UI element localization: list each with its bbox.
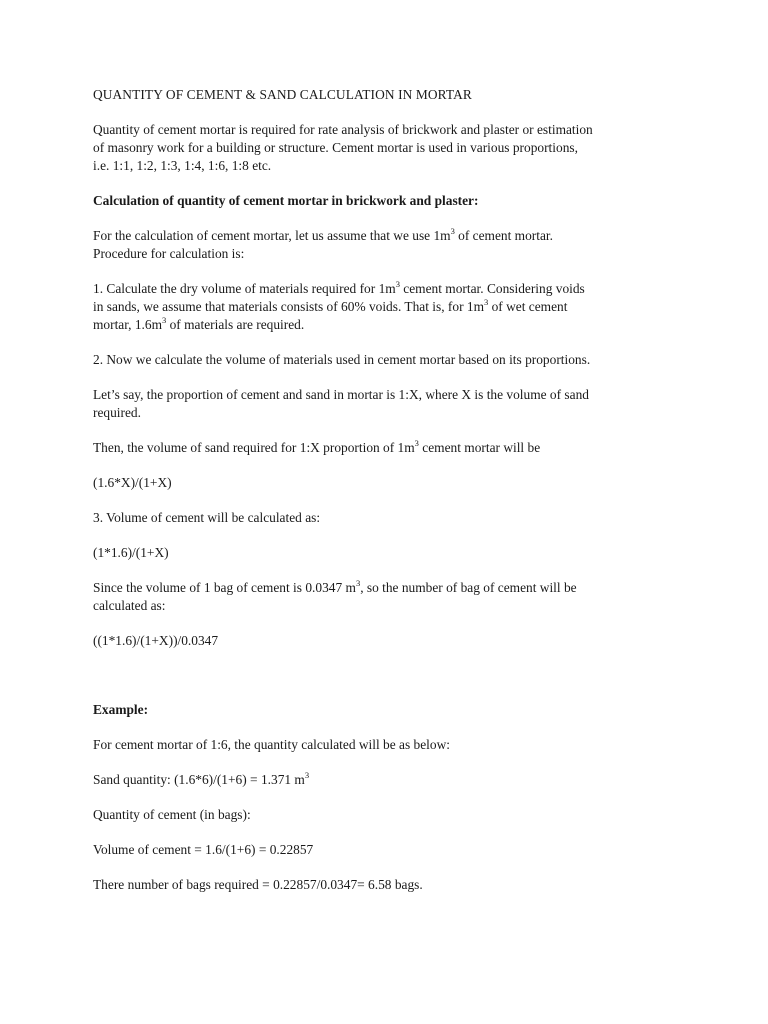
intro-line-2: of masonry work for a building or structure. Cement mortar is used in various proportions, [93, 140, 578, 155]
sand-volume-text-b: cement mortar will be [418, 440, 541, 455]
step-3-paragraph: 3. Volume of cement will be calculated as: [93, 510, 321, 525]
proportion-line-1: Let’s say, the proportion of cement and sand in mortar is 1:X, where X is the volume of sand [93, 387, 589, 402]
step-1-line-2a: in sands, we assume that materials consists of 60% voids. That is, for 1m [93, 299, 485, 314]
bags-required: There number of bags required = 0.22857/0.0347= 6.58 bags. [93, 877, 423, 892]
superscript: 3 [395, 278, 400, 289]
step-1-line-2b: of wet cement [488, 299, 568, 314]
superscript: 3 [414, 437, 419, 448]
document-body [93, 86, 683, 894]
formula-bags: ((1*1.6)/(1+X))/0.0347 [93, 633, 219, 648]
step-1-line-1a: 1. Calculate the dry volume of materials required for 1m [93, 281, 396, 296]
proportion-paragraph [93, 386, 683, 422]
bag-volume-line-2: calculated as: [93, 598, 166, 613]
superscript: 3 [304, 769, 310, 780]
superscript: 3 [450, 225, 455, 236]
proportion-line-2: required. [93, 405, 141, 420]
intro-paragraph [93, 121, 683, 175]
section-heading: Calculation of quantity of cement mortar in brickwork and plaster: [93, 193, 479, 208]
cement-volume: Volume of cement = 1.6/(1+6) = 0.22857 [93, 842, 314, 857]
assumption-paragraph [93, 227, 683, 263]
step-1-line-1b: cement mortar. Considering voids [399, 281, 585, 296]
superscript: 3 [484, 296, 489, 307]
sand-volume-text-a: Then, the volume of sand required for 1:X proportion of 1m [93, 440, 415, 455]
assumption-text-b: of cement mortar. [454, 228, 553, 243]
step-2-paragraph: 2. Now we calculate the volume of materials used in cement mortar based on its proportions. [93, 352, 591, 367]
formula-cement: (1*1.6)/(1+X) [93, 545, 169, 560]
sand-quantity-text: Sand quantity: (1.6*6)/(1+6) = 1.371 m [93, 772, 305, 787]
intro-line-1: Quantity of cement mortar is required for rate analysis of brickwork and plaster or estimation [93, 122, 593, 137]
document-title: QUANTITY OF CEMENT & SAND CALCULATION IN MORTAR [93, 87, 472, 102]
sand-quantity [93, 771, 683, 789]
example-heading: Example: [93, 702, 149, 717]
bag-volume-text-a: Since the volume of 1 bag of cement is 0.0347 m [93, 580, 356, 595]
superscript: 3 [162, 314, 167, 325]
step-1-paragraph [93, 280, 683, 334]
superscript: 3 [355, 577, 361, 588]
step-1-line-3a: mortar, 1.6m [93, 317, 163, 332]
bag-volume-text-b: , so the number of bag of cement will be [360, 580, 577, 595]
intro-line-3: i.e. 1:1, 1:2, 1:3, 1:4, 1:6, 1:8 etc. [93, 158, 272, 173]
sand-volume-paragraph [93, 439, 683, 457]
assumption-text-a: For the calculation of cement mortar, let us assume that we use 1m [93, 228, 451, 243]
procedure-line: Procedure for calculation is: [93, 246, 245, 261]
formula-sand: (1.6*X)/(1+X) [93, 475, 172, 490]
bag-volume-paragraph [93, 579, 683, 615]
step-1-line-3b: of materials are required. [166, 317, 305, 332]
cement-quantity-label: Quantity of cement (in bags): [93, 807, 251, 822]
example-intro: For cement mortar of 1:6, the quantity calculated will be as below: [93, 737, 450, 752]
